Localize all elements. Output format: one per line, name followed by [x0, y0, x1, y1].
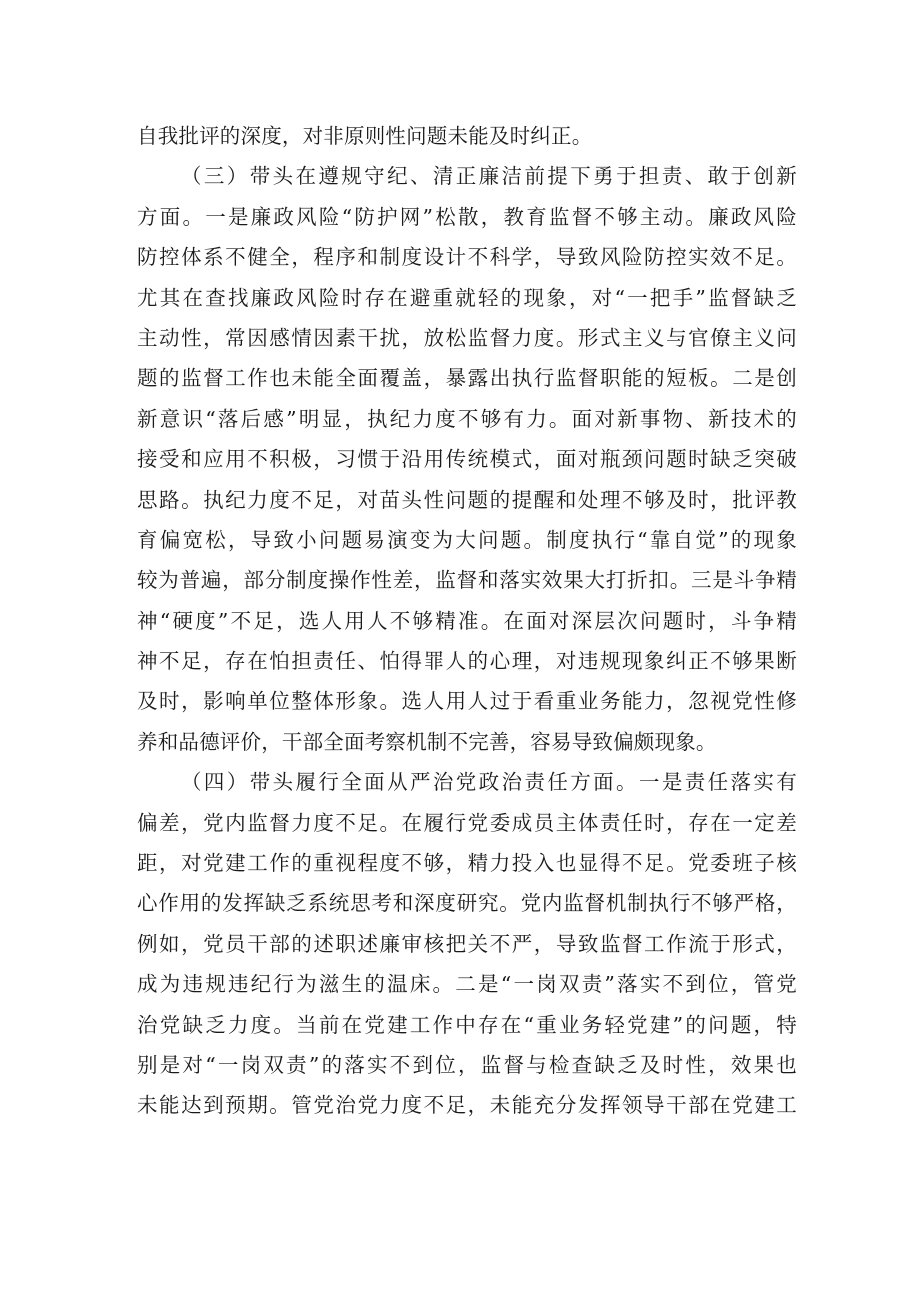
text-line-6: 主动性，常因感情因素干扰，放松监督力度。形式主义与官僚主义问 — [137, 325, 797, 350]
text-line-9: 接受和应用不积极，习惯于沿用传统模式，面对瓶颈问题时缺乏突破 — [137, 447, 797, 472]
text-line-19: 距，对党建工作的重视程度不够，精力投入也显得不足。党委班子核 — [137, 851, 797, 876]
document-body — [137, 116, 797, 1126]
text-line-1: 自我批评的深度，对非原则性问题未能及时纠正。 — [137, 124, 593, 148]
text-line-4: 防控体系不健全，程序和制度设计不科学，导致风险防控实效不足。 — [137, 245, 797, 270]
text-line-15: 及时，影响单位整体形象。选人用人过于看重业务能力，忽视党性修 — [137, 689, 797, 714]
text-line-17: （四）带头履行全面从严治党政治责任方面。一是责任落实有 — [181, 770, 797, 795]
text-line-11: 育偏宽松，导致小问题易演变为大问题。制度执行“靠自觉”的现象 — [137, 527, 797, 552]
text-line-14: 神不足，存在怕担责任、怕得罪人的心理，对违规现象纠正不够果断 — [137, 649, 797, 674]
text-line-24: 别是对“一岗双责”的落实不到位，监督与检查缺乏及时性，效果也 — [137, 1052, 797, 1077]
text-line-21: 例如，党员干部的述职述廉审核把关不严，导致监督工作流于形式， — [137, 931, 797, 956]
text-line-18: 偏差，党内监督力度不足。在履行党委成员主体责任时，存在一定差 — [137, 810, 797, 835]
text-line-2: （三）带头在遵规守纪、清正廉洁前提下勇于担责、敢于创新 — [181, 164, 797, 189]
text-line-12: 较为普遍，部分制度操作性差，监督和落实效果大打折扣。三是斗争精 — [137, 568, 797, 593]
text-line-25: 未能达到预期。管党治党力度不足，未能充分发挥领导干部在党建工 — [137, 1093, 797, 1118]
text-line-3: 方面。一是廉政风险“防护网”松散，教育监督不够主动。廉政风险 — [137, 204, 797, 229]
text-line-23: 治党缺乏力度。当前在党建工作中存在“重业务轻党建”的问题，特 — [137, 1012, 797, 1037]
text-line-20: 心作用的发挥缺乏系统思考和深度研究。党内监督机制执行不够严格， — [137, 891, 797, 916]
text-line-10: 思路。执纪力度不足，对苗头性问题的提醒和处理不够及时，批评教 — [137, 487, 797, 512]
text-line-13: 神“硬度”不足，选人用人不够精准。在面对深层次问题时，斗争精 — [137, 608, 797, 633]
text-line-7: 题的监督工作也未能全面覆盖，暴露出执行监督职能的短板。二是创 — [137, 366, 797, 391]
text-line-5: 尤其在查找廉政风险时存在避重就轻的现象，对“一把手”监督缺乏 — [137, 285, 797, 310]
text-line-8: 新意识“落后感”明显，执纪力度不够有力。面对新事物、新技术的 — [137, 406, 797, 431]
text-line-16: 养和品德评价，干部全面考察机制不完善，容易导致偏颇现象。 — [137, 729, 717, 754]
text-line-22: 成为违规违纪行为滋生的温床。二是“一岗双责”落实不到位，管党 — [137, 972, 797, 997]
